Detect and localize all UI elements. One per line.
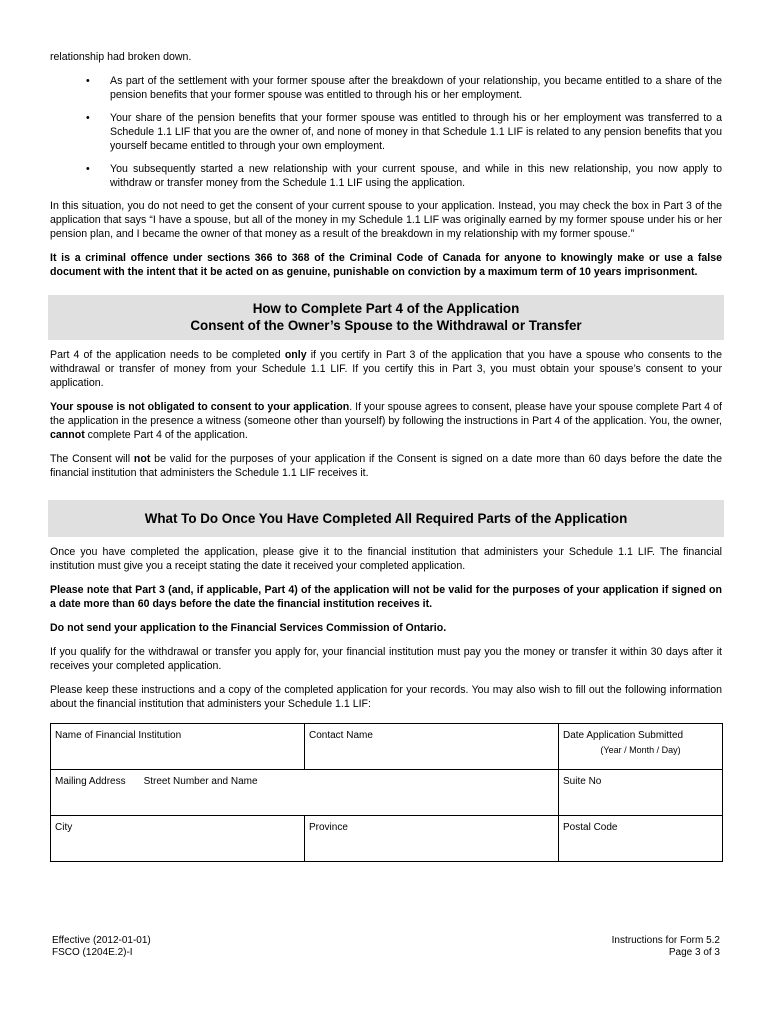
postal-code-field[interactable] [559, 816, 723, 862]
text-run: complete Part 4 of the application. [84, 429, 248, 441]
bullet-text: Your share of the pension benefits that your former spouse was entitled to through his or her employment was transferred to a Schedule 1.1 LIF that you are the owner of, and none of money in that Schedule 1.1 LIF is related to any pension benefits that you yourself became entitled to through your own employment. [110, 112, 722, 152]
emphasis: Your spouse is not obligated to consent to your application [50, 401, 350, 413]
list-item [50, 74, 722, 102]
bullet-text: You subsequently started a new relationship with your current spouse, and while in this new relationship, you now apply to withdraw or transfer money from the Schedule 1.1 LIF using the application. [110, 163, 722, 189]
field-label: Contact Name [309, 730, 373, 741]
text-run: if you certify in Part 3 of the application that you have a spouse who consents to the withdrawal or transfer of money from your Schedule 1.1 LIF. If you certify this in Part 3, you must obtain your spouse’s consent to your application. [50, 349, 722, 389]
emphasis: not [133, 453, 151, 465]
text-run: . If your spouse agrees to consent, please have your spouse complete Part 4 of the application in the presence a witness (someone other than yourself) by following the instructions in Part 4 of the application. You, the owner, [50, 401, 722, 427]
province-field[interactable] [305, 816, 559, 862]
form-code: FSCO (1204E.2)-I [52, 947, 133, 958]
text-run: Part 4 of the application needs to be completed [50, 349, 285, 361]
form-instructions-title: Instructions for Form 5.2 [611, 935, 720, 946]
text-run: The Consent will [50, 453, 134, 465]
name-of-institution-field[interactable] [51, 724, 305, 770]
after-paragraph-4: If you qualify for the withdrawal or transfer you apply for, your financial institution must pay you the money or transfer it within 30 days after it receives your completed application. [50, 646, 722, 672]
financial-institution-table [50, 723, 723, 862]
page-number: Page 3 of 3 [668, 947, 720, 958]
situation-paragraph: In this situation, you do not need to get the consent of your current spouse to your application. Instead, you may check the box in Part 3 of the application that says “I have a spouse, but all of the money in my Schedule 1.1 LIF was originally earned by my former spouse under his or her pension plan, and I became the owner of that money as a result of the breakdown in my relationship with my former spouse.” [50, 200, 722, 240]
suite-no-field[interactable] [559, 770, 723, 816]
field-label: Date Application Submitted [563, 730, 684, 741]
field-label: Postal Code [563, 822, 618, 833]
contact-name-field[interactable] [305, 724, 559, 770]
intro-lead: relationship had broken down. [50, 51, 192, 63]
field-label: Name of Financial Institution [55, 730, 182, 741]
emphasis: cannot [50, 429, 85, 441]
intro-bullet-list [50, 74, 722, 190]
after-paragraph-3: Do not send your application to the Financial Services Commission of Ontario. [50, 622, 447, 634]
field-label: Street Number and Name [143, 776, 258, 787]
part4-paragraph-2 [50, 400, 722, 442]
part4-heading-line2: Consent of the Owner’s Spouse to the Withdrawal or Transfer [190, 318, 582, 333]
after-paragraph-5: Please keep these instructions and a copy of the completed application for your records. You may also wish to fill out the following information about the financial institution that administers your Schedule 1.1 LIF: [50, 684, 722, 710]
effective-date: Effective (2012-01-01) [52, 935, 151, 946]
date-format-hint: (Year / Month / Day) [600, 745, 681, 755]
after-completion-heading: What To Do Once You Have Completed All Required Parts of the Application [48, 500, 724, 537]
footer-left [52, 935, 151, 959]
mailing-address-field[interactable] [51, 770, 559, 816]
part4-paragraph-3 [50, 452, 722, 480]
field-label: Mailing Address [55, 776, 126, 787]
date-submitted-field[interactable] [559, 724, 723, 770]
after-paragraph-1: Once you have completed the application, please give it to the financial institution that administers your Schedule 1.1 LIF. The financial institution must give you a receipt stating the date it received your completed application. [50, 546, 722, 572]
field-label: Suite No [563, 776, 602, 787]
part4-heading-line1: How to Complete Part 4 of the Application [252, 301, 520, 316]
emphasis: only [284, 349, 307, 361]
part4-paragraph-1 [50, 348, 722, 390]
part4-heading [48, 295, 724, 340]
list-item [50, 111, 722, 153]
field-label: City [55, 822, 73, 833]
list-item [50, 162, 722, 190]
city-field[interactable] [51, 816, 305, 862]
document-page [50, 50, 722, 862]
footer-right [612, 935, 720, 959]
bullet-icon: • [86, 75, 90, 87]
bullet-icon: • [86, 163, 90, 175]
field-label: Province [309, 822, 348, 833]
text-run: be valid for the purposes of your application if the Consent is signed on a date more than 60 days before the date the financial institution that administers the Schedule 1.1 LIF receives it. [50, 453, 722, 479]
bullet-text: As part of the settlement with your former spouse after the breakdown of your relationship, you became entitled to a share of the pension benefits that your former spouse was entitled to through his or her employment. [110, 75, 722, 101]
bullet-icon: • [86, 112, 90, 124]
after-paragraph-2: Please note that Part 3 (and, if applicable, Part 4) of the application will not be valid for the purposes of your application if signed on a date more than 60 days before the date the financial institution receives it. [50, 584, 722, 610]
criminal-offence-warning: It is a criminal offence under sections 366 to 368 of the Criminal Code of Canada for anyone to knowingly make or use a false document with the intent that it be acted on as genuine, punishable on conviction by a maximum term of 10 years imprisonment. [50, 252, 722, 278]
